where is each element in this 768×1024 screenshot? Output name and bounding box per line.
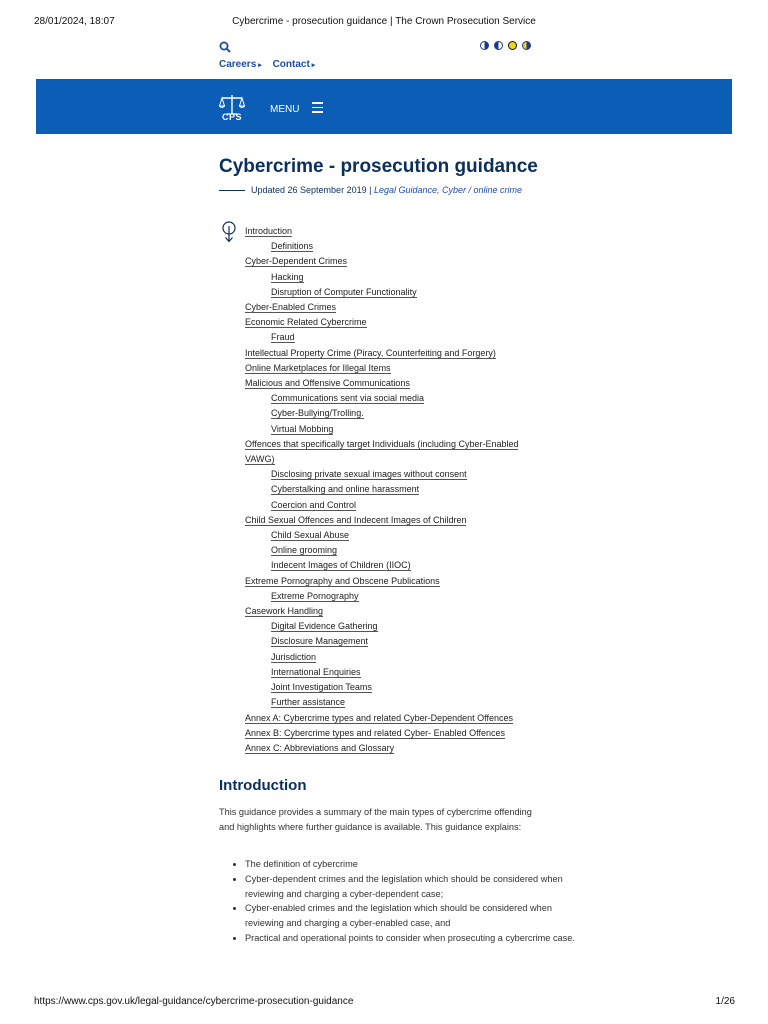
toc-link[interactable] [245,589,545,604]
toc-link[interactable] [245,346,545,361]
toc-link[interactable] [245,224,545,239]
toc-link[interactable] [245,711,545,726]
hamburger-icon[interactable] [312,102,323,116]
section-heading-introduction: Introduction [219,777,307,794]
toc-link-label: Cyber-Dependent Crimes [245,256,348,267]
chevron-right-icon: ▸ [258,62,262,69]
category-links[interactable]: Legal Guidance, Cyber / online crime [373,185,523,195]
toc-link-label: Online Marketplaces for Illegal Items [245,362,391,373]
intro-bullet-item: Cyber-enabled crimes and the legislation which should be considered when reviewing and charging a cyber-enabled case, and [245,901,575,931]
toc-link-label: Cyber-Enabled Crimes [245,302,337,313]
toc-link[interactable] [245,315,545,330]
updated-date: Updated 26 September 2019 [251,185,367,195]
contrast-default-icon[interactable] [480,41,489,50]
toc-link-label: Extreme Pornography [271,590,359,601]
toc-link-label: Online grooming [271,545,338,556]
toc-link[interactable] [245,650,545,665]
contact-link[interactable] [273,59,316,70]
toc-link[interactable] [245,528,545,543]
toc-link[interactable] [245,270,545,285]
toc-link-label: Cyber-Bullying/Trolling. [271,408,364,419]
toc-link[interactable] [245,513,545,528]
intro-paragraph: This guidance provides a summary of the main types of cybercrime offending and highlights where further guidance is available. This guidance explains: [219,807,532,832]
toc-link[interactable] [245,604,545,619]
toc-link[interactable] [245,482,545,497]
toc-link-label: Intellectual Property Crime (Piracy, Counterfeiting and Forgery) [245,347,496,358]
top-links [219,59,323,70]
toc-link[interactable] [245,239,545,254]
toc-link-label: Introduction [245,226,293,236]
toc-link[interactable] [245,285,545,300]
intro-bullet-item: The definition of cybercrime [245,857,575,872]
toc-link-label: Casework Handling [245,606,324,617]
page-title: Cybercrime - prosecution guidance [219,156,538,177]
toc-link[interactable] [245,695,545,710]
toc-link-label: Definitions [271,241,314,252]
print-page-title: Cybercrime - prosecution guidance | The Crown Prosecution Service [232,16,536,27]
toc-link-label: Disruption of Computer Functionality [271,286,417,297]
toc-link-label: International Enquiries [271,666,361,677]
toc-link[interactable] [245,558,545,573]
contrast-dark-icon[interactable] [494,41,503,50]
table-of-contents [245,224,545,756]
toc-link-label: Economic Related Cybercrime [245,317,367,328]
toc-link[interactable] [245,330,545,345]
toc-link[interactable] [245,726,545,741]
print-url: https://www.cps.gov.uk/legal-guidance/cybercrime-prosecution-guidance [34,996,354,1007]
toc-link[interactable] [245,665,545,680]
toc-link[interactable] [245,254,545,269]
toc-link-label: Malicious and Offensive Communications [245,378,410,389]
toc-link[interactable] [245,422,545,437]
article-meta [219,185,522,195]
intro-bullet-item: Cyber-dependent crimes and the legislation which should be considered when reviewing and charging a cyber-dependent case; [245,872,575,902]
toc-link-label: Indecent Images of Children (IIOC) [271,560,411,571]
toc-link-label: Virtual Mobbing [271,423,334,434]
toc-link[interactable] [245,619,545,634]
toc-link-label: Offences that specifically target Individuals (including Cyber-Enabled VAWG) [245,438,519,465]
careers-link[interactable] [219,59,262,70]
toc-link-label: Disclosure Management [271,636,369,647]
toc-link[interactable] [245,680,545,695]
toc-link[interactable] [245,574,545,589]
toc-link-label: Annex B: Cybercrime types and related Cyber- Enabled Offences [245,727,505,738]
toc-link[interactable] [245,361,545,376]
print-datetime: 28/01/2024, 18:07 [34,16,115,27]
print-page-number: 1/26 [715,996,735,1007]
toc-link-label: Child Sexual Abuse [271,530,350,541]
toc-link-label: Extreme Pornography and Obscene Publications [245,575,440,586]
toc-link-label: Digital Evidence Gathering [271,621,378,632]
contrast-blue-icon[interactable] [522,41,531,50]
toc-link[interactable] [245,498,545,513]
toc-link-label: Annex C: Abbreviations and Glossary [245,742,395,753]
toc-link[interactable] [245,467,545,482]
toc-link[interactable] [245,406,545,421]
toc-link[interactable] [245,437,545,467]
toc-link-label: Cyberstalking and online harassment [271,484,420,495]
toc-link-label: Jurisdiction [271,651,317,662]
toc-link-label: Hacking [271,271,304,282]
toc-link[interactable] [245,741,545,756]
site-header-banner [36,79,732,134]
toc-link[interactable] [245,391,545,406]
toc-link[interactable] [245,300,545,315]
toc-link-label: Annex A: Cybercrime types and related Cyber-Dependent Offences [245,712,513,723]
meta-separator: | [369,185,372,195]
careers-link-label: Careers [219,59,257,70]
intro-bullet-list [219,857,575,946]
toc-link-label: Coercion and Control [271,499,357,510]
search-icon[interactable] [219,41,231,53]
meta-divider [219,190,245,191]
jump-to-contents-icon [220,221,238,243]
toc-link[interactable] [245,543,545,558]
toc-link-label: Fraud [271,332,295,343]
intro-bullet-item: Practical and operational points to consider when prosecuting a cybercrime case. [245,931,575,946]
toc-link-label: Further assistance [271,697,346,708]
toc-link[interactable] [245,634,545,649]
menu-button[interactable]: MENU [270,104,300,115]
contrast-yellow-icon[interactable] [508,41,517,50]
toc-link-label: Joint Investigation Teams [271,682,372,693]
cps-logo-text: CPS [221,112,242,122]
contrast-switcher [480,41,531,50]
chevron-right-icon: ▸ [311,62,316,69]
toc-link-label: Disclosing private sexual images without consent [271,469,467,480]
toc-link-label: Communications sent via social media [271,393,425,404]
toc-link[interactable] [245,376,545,391]
toc-link-label: Child Sexual Offences and Indecent Images of Children [245,514,467,525]
contact-link-label: Contact [272,59,310,70]
